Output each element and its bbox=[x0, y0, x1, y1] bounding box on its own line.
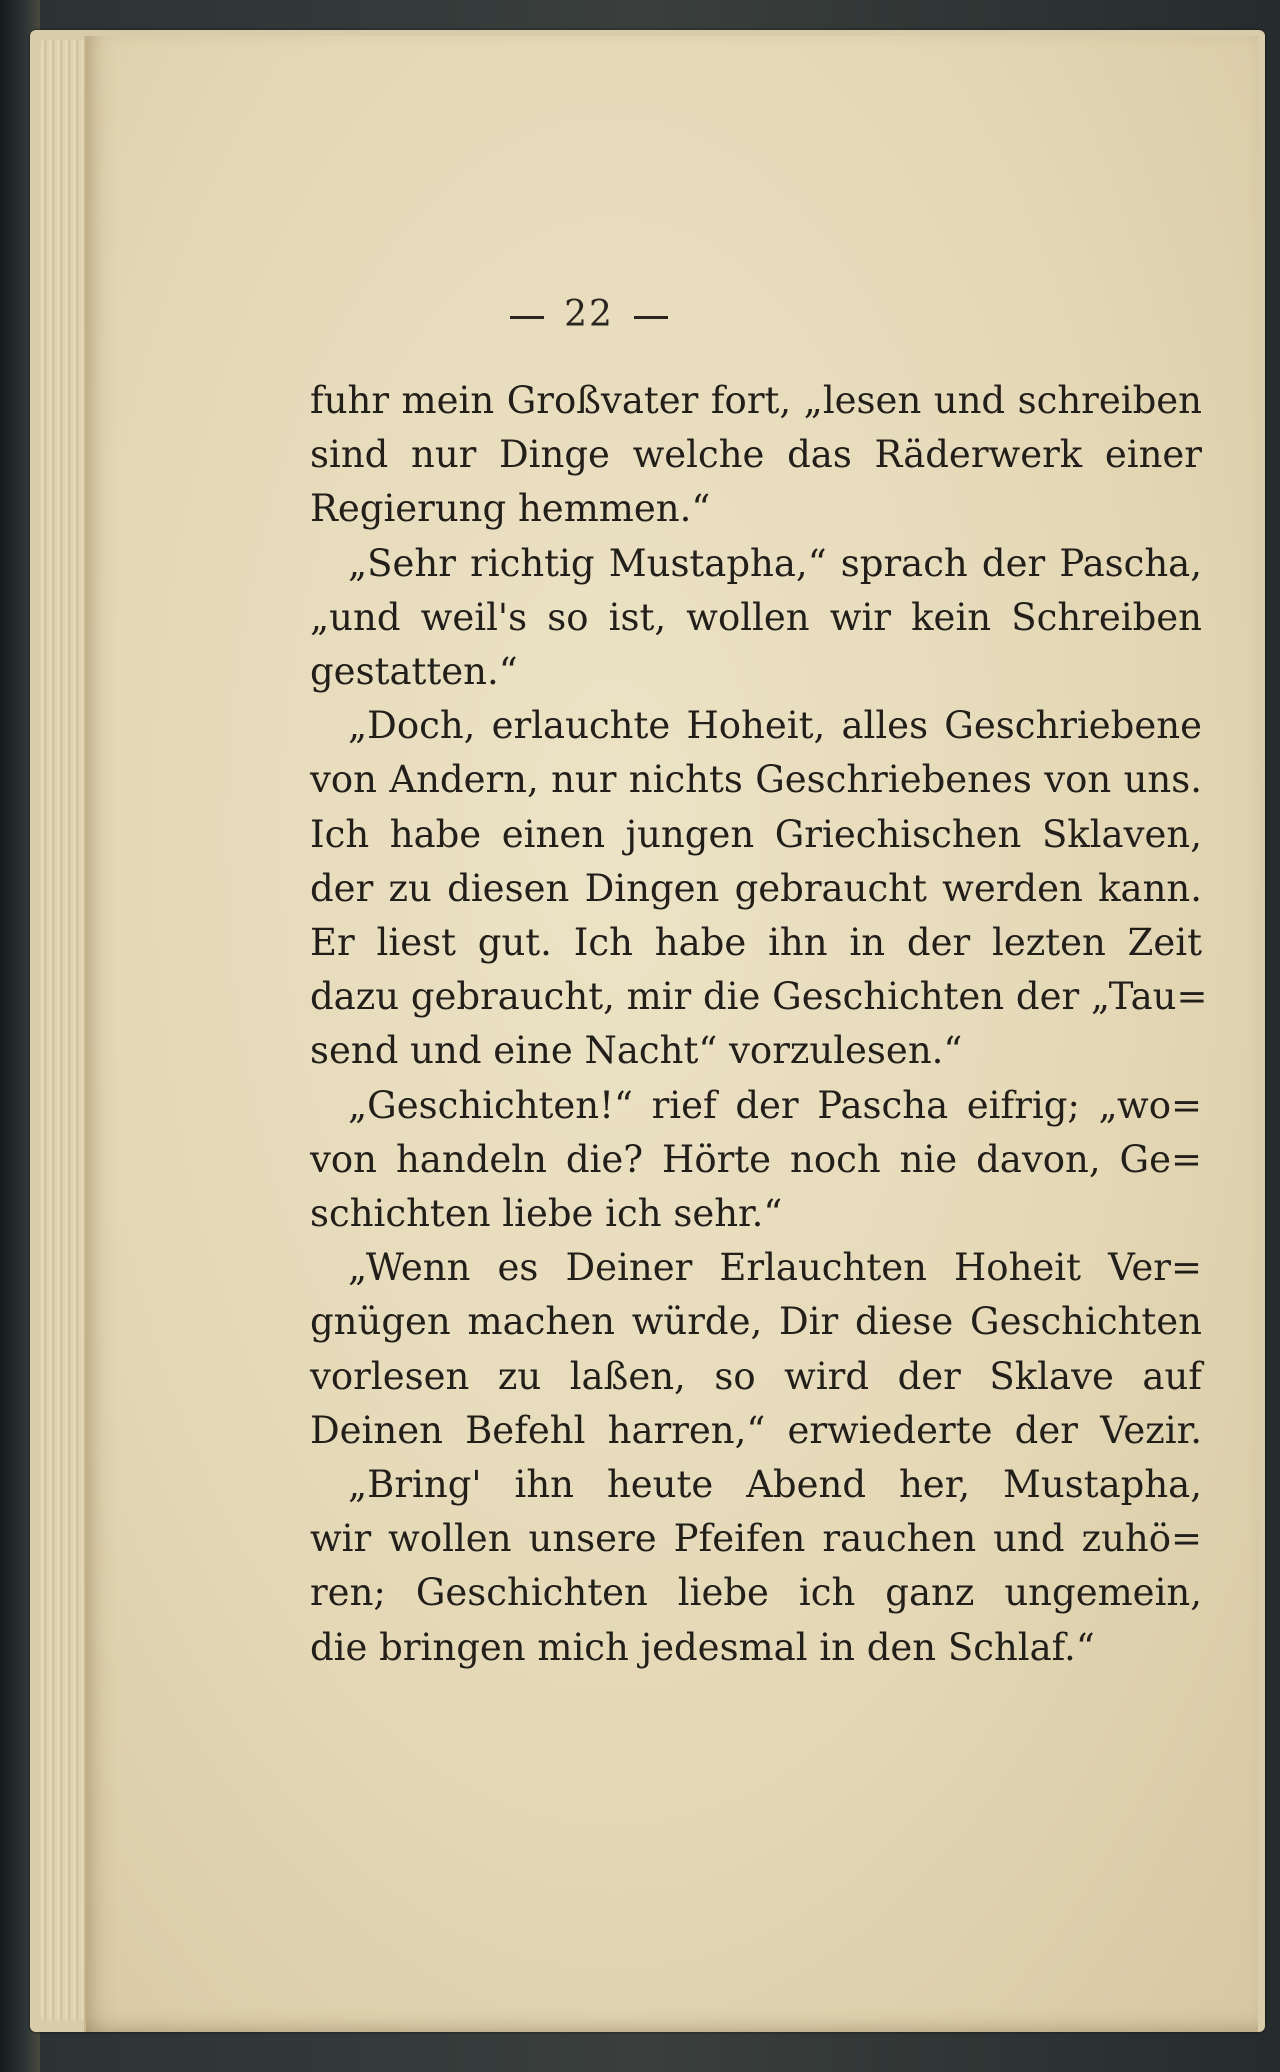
text-line: „Wenn es Deiner Erlauchten Hoheit Ver= bbox=[348, 1246, 1202, 1290]
text-line: der zu diesen Dingen gebraucht werden kann. bbox=[310, 866, 1202, 910]
text-line: Er liest gut. Ich habe ihn in der lezten Zeit bbox=[310, 921, 1202, 965]
text-line: wir wollen unsere Pfeifen rauchen und zuhö= bbox=[310, 1517, 1202, 1561]
page-number-dash-left bbox=[510, 316, 544, 319]
text-line: „Doch, erlauchte Hoheit, alles Geschriebene bbox=[348, 704, 1202, 748]
text-line: gestatten.“ bbox=[310, 650, 518, 694]
text-line: Ich habe einen jungen Griechischen Sklaven, bbox=[310, 812, 1202, 856]
text-line: gnügen machen würde, Dir diese Geschichten bbox=[310, 1300, 1202, 1344]
page-number-value: 22 bbox=[564, 294, 614, 335]
text-line: ren; Geschichten liebe ich ganz ungemein, bbox=[310, 1571, 1202, 1615]
text-line: von handeln die? Hörte noch nie davon, Ge= bbox=[310, 1137, 1202, 1181]
page-edges bbox=[40, 40, 86, 2020]
text-line: „Sehr richtig Mustapha,“ sprach der Pascha, bbox=[348, 541, 1202, 585]
text-line: von Andern, nur nichts Geschriebenes von uns. bbox=[310, 758, 1202, 802]
text-line: vorlesen zu laßen, so wird der Sklave auf bbox=[310, 1354, 1202, 1398]
text-line: „Bring' ihn heute Abend her, Mustapha, bbox=[348, 1463, 1202, 1507]
body-text bbox=[310, 374, 1208, 1675]
text-line: send und eine Nacht“ vorzulesen.“ bbox=[310, 1029, 963, 1073]
text-line: „und weil's so ist, wollen wir kein Schreiben bbox=[310, 595, 1202, 639]
page-number-dash-right bbox=[634, 316, 668, 319]
text-line: schichten liebe ich sehr.“ bbox=[310, 1192, 783, 1236]
text-line: sind nur Dinge welche das Räderwerk einer bbox=[310, 433, 1202, 477]
book-page bbox=[84, 36, 1258, 2032]
text-line: „Geschichten!“ rief der Pascha eifrig; „wo= bbox=[348, 1083, 1202, 1127]
text-line: fuhr mein Großvater fort, „lesen und schreiben bbox=[310, 379, 1202, 422]
text-line: Deinen Befehl harren,“ erwiederte der Vezir. bbox=[310, 1408, 1202, 1452]
text-line: die bringen mich jedesmal in den Schlaf.“ bbox=[310, 1625, 1095, 1669]
page-number bbox=[86, 294, 1092, 335]
text-line: dazu gebraucht, mir die Geschichten der „Tau= bbox=[310, 975, 1208, 1019]
text-line: Regierung hemmen.“ bbox=[310, 487, 711, 531]
